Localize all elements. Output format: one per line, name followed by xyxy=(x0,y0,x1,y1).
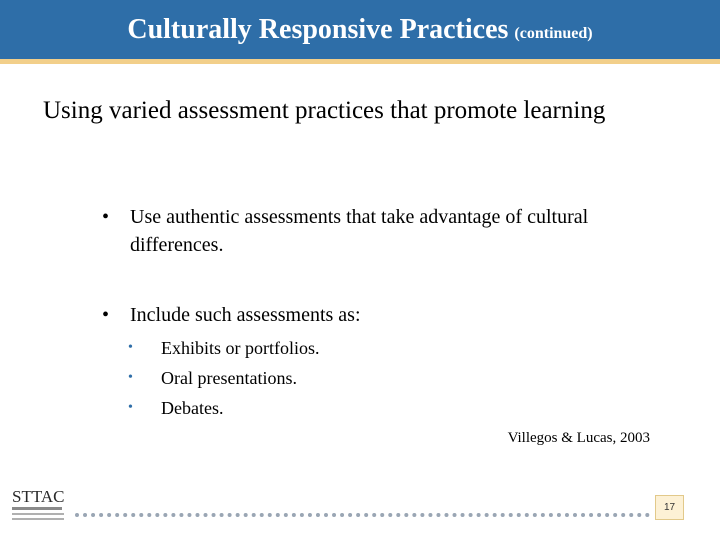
sub-bullet-item xyxy=(128,367,528,389)
sub-bullet-item xyxy=(128,337,528,359)
citation: Villegos & Lucas, 2003 xyxy=(507,430,650,446)
bullet-text: Include such assessments as: xyxy=(130,304,361,326)
sub-bullet-marker: • xyxy=(128,340,133,355)
bullet-marker: • xyxy=(102,206,110,228)
sub-bullet-text: Debates. xyxy=(161,398,224,418)
logo-wordmark: STTAC xyxy=(12,487,65,506)
intro-heading: Using varied assessment practices that promote learning xyxy=(43,97,606,124)
bullet-marker: • xyxy=(102,304,110,326)
title-bar xyxy=(0,0,720,64)
sub-bullet-marker: • xyxy=(128,370,133,385)
logo-fine-print xyxy=(12,513,64,515)
slide-title-main: Culturally Responsive Practices xyxy=(127,14,509,45)
bullet-item xyxy=(102,301,666,329)
slide-title-sub: (continued) xyxy=(514,25,593,42)
sub-bullet-text: Oral presentations. xyxy=(161,368,297,388)
footer-dotted-line xyxy=(75,513,650,517)
slide-title xyxy=(0,14,720,46)
page-number: 17 xyxy=(655,495,684,520)
sttac-logo xyxy=(12,488,68,524)
sub-bullet-marker: • xyxy=(128,400,133,415)
logo-rule xyxy=(12,507,62,510)
bullet-text: Use authentic assessments that take advantage of cultural differences. xyxy=(130,206,589,256)
sub-bullet-text: Exhibits or portfolios. xyxy=(161,338,320,358)
logo-fine-print xyxy=(12,518,64,520)
sub-bullet-item xyxy=(128,397,528,419)
bullet-item xyxy=(102,203,666,259)
